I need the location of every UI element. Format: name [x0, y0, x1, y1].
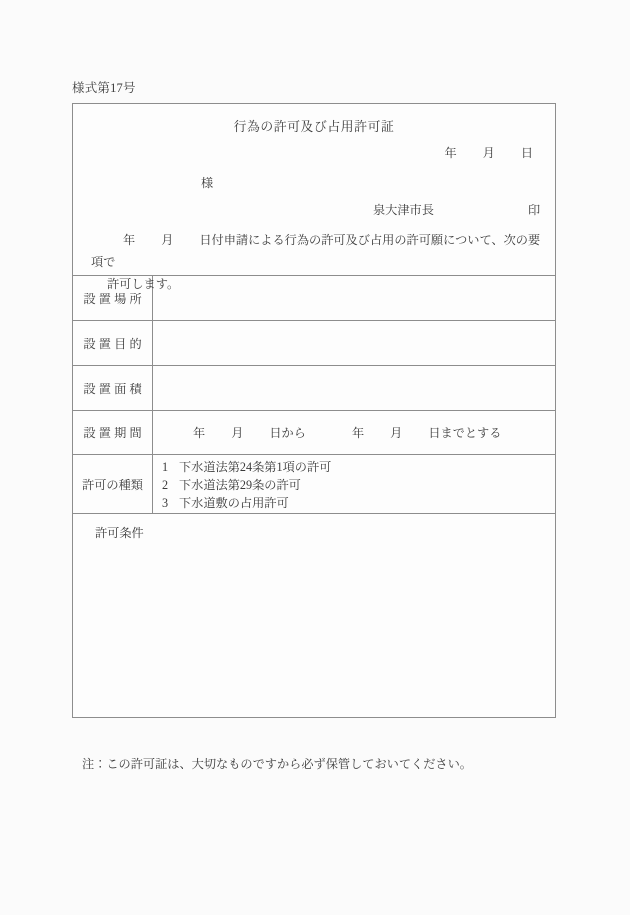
row-value-purpose[interactable]: [153, 321, 555, 365]
table-row-conditions[interactable]: [73, 514, 555, 717]
row-value-area[interactable]: [153, 366, 555, 410]
issuer-line: [373, 201, 540, 218]
issuer-name: 泉大津市長: [373, 203, 434, 217]
document-title: 行為の許可及び占用許可証: [233, 120, 395, 134]
table-row-period: [73, 411, 555, 455]
application-date-year: 年: [123, 233, 136, 247]
form-number: 様式第17号: [72, 81, 136, 95]
row-label-purpose: 設置目的: [73, 321, 153, 365]
row-value-permit-type: [153, 455, 555, 513]
permit-type-number: 2: [161, 478, 169, 492]
period-end-month: 月: [390, 426, 403, 440]
period-start-day: 日から: [269, 426, 306, 440]
permit-type-text: 下水道敷の占用許可: [179, 496, 289, 510]
application-date-month: 月: [161, 233, 174, 247]
body-paragraph-line2: 許可します。: [107, 277, 180, 291]
issuer-seal-mark: 印: [527, 203, 541, 217]
permit-type-text: 下水道法第24条第1項の許可: [179, 460, 332, 474]
row-label-area: 設置面積: [73, 366, 153, 410]
body-paragraph-line1: 日付申請による行為の許可及び占用の許可願について、次の要項で: [91, 233, 541, 269]
issue-date-day: 日: [520, 146, 533, 160]
permit-type-item[interactable]: [153, 458, 555, 476]
permit-type-item[interactable]: [153, 494, 555, 512]
period-end-day: 日までとする: [428, 426, 502, 440]
addressee-line: [201, 174, 213, 191]
row-value-period[interactable]: [153, 411, 555, 454]
issue-date-year: 年: [444, 146, 457, 160]
addressee-suffix: 様: [201, 176, 214, 190]
footer-note: 注：この許可証は、大切なものですから必ず保管しておいてください。: [82, 757, 472, 771]
period-start-year: 年: [193, 426, 206, 440]
row-label-period: 設置期間: [73, 411, 153, 454]
certificate-header: [73, 104, 555, 291]
issue-date-month: 月: [482, 146, 495, 160]
body-paragraph: [91, 229, 543, 295]
table-row-purpose: [73, 321, 555, 366]
row-label-place: 設置場所: [73, 276, 153, 320]
permit-type-list: [153, 458, 555, 512]
table-row-area: [73, 366, 555, 411]
row-label-permit-type: 許可の種類: [73, 455, 153, 513]
permit-type-number: 3: [161, 496, 169, 510]
table-row-permit-type: [73, 455, 555, 514]
period-end-year: 年: [351, 426, 365, 440]
conditions-label: 許可条件: [95, 526, 144, 540]
certificate-frame: [72, 103, 556, 718]
period-start-month: 月: [231, 426, 244, 440]
issue-date-line: [444, 144, 533, 161]
permit-type-item[interactable]: [153, 476, 555, 494]
permit-type-number: 1: [161, 460, 169, 474]
permit-type-text: 下水道法第29条の許可: [179, 478, 301, 492]
